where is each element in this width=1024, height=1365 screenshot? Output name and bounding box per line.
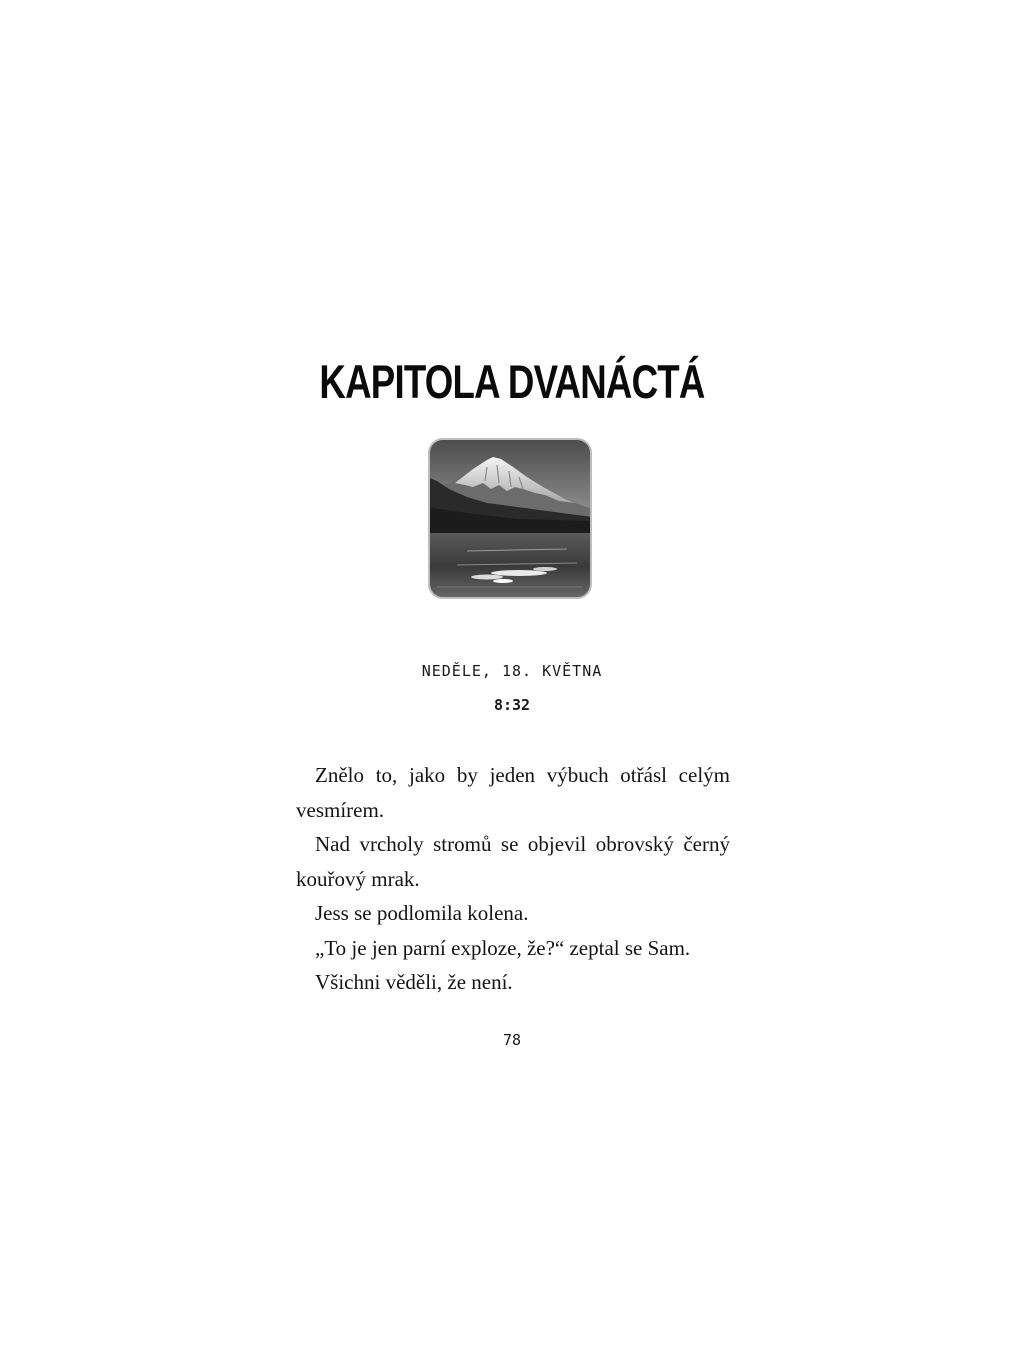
paragraph: Nad vrcholy stromů se objevil obrovský černý kouřový mrak. bbox=[296, 832, 730, 891]
chapter-title: KAPITOLA DVANÁCTÁ bbox=[319, 355, 705, 408]
date-heading: NEDĚLE, 18. KVĚTNA bbox=[421, 662, 603, 680]
paragraph: Jess se podlomila kolena. bbox=[315, 901, 529, 925]
time-heading: 8:32 bbox=[493, 696, 531, 714]
page-number: 78 bbox=[502, 1031, 522, 1049]
mountain-lake-illustration bbox=[427, 437, 593, 600]
paragraph: „To je jen parní exploze, že?“ zeptal se Sam. bbox=[315, 935, 691, 960]
paragraph: Všichni věděli, že není. bbox=[315, 970, 513, 994]
chapter-body bbox=[296, 758, 730, 1000]
paragraph: Znělo to, jako by jeden výbuch otřásl celým vesmírem. bbox=[296, 763, 730, 822]
